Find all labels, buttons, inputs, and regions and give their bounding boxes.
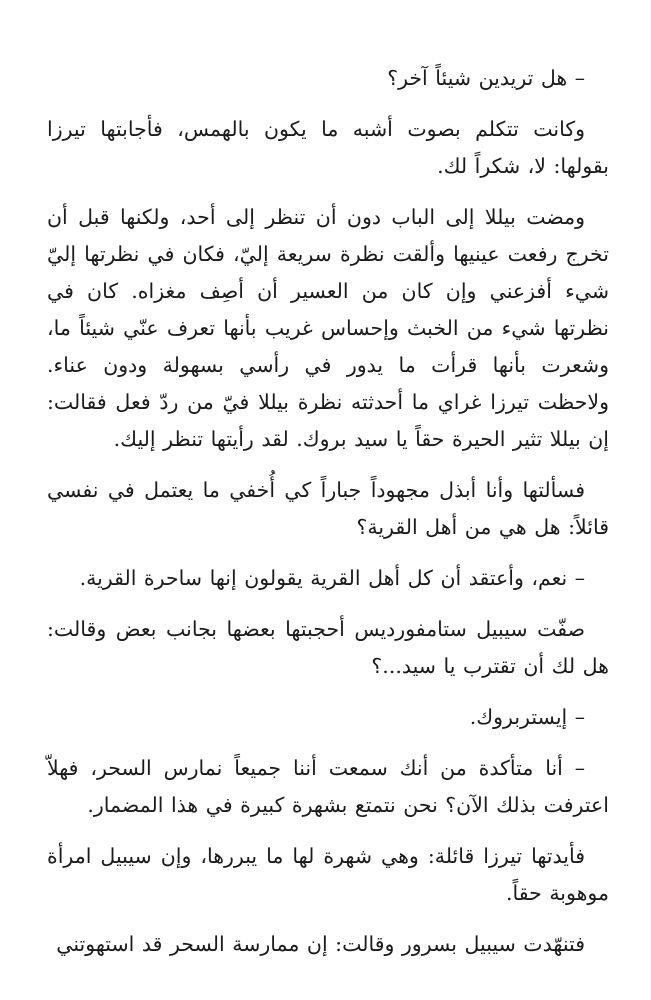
paragraph-6: صفّت سيبيل ستامفورديس أحجبتها بعضها بجانب بعض وقالت: هل لك أن تقترب يا سيد...؟ [47,617,609,678]
paragraph-9: فأيدتها تيرزا قائلة: وهي شهرة لها ما يبررها، وإن سيبيل امرأة موهوبة حقاً. [47,844,609,905]
paragraph-4: فسألتها وأنا أبذل مجهوداً جباراً كي أُخفي ما يعتمل في نفسي قائلاً: هل هي من أهل القرية؟ [47,478,609,539]
paragraph-7: – إيستربروك. [469,705,585,729]
paragraph-8: – أنا متأكدة من أنك سمعت أننا جميعاً نمارس السحر، فهلاّ اعترفت بذلك الآن؟ نحن نتمتع بشهرة كبيرة في هذا المضمار. [47,756,609,817]
paragraph-5: – نعم، وأعتقد أن كل أهل القرية يقولون إنها ساحرة القرية. [79,566,585,590]
book-page [47,60,609,963]
paragraph-2: وكانت تتكلم بصوت أشبه ما يكون بالهمس، فأجابتها تيرزا بقولها: لا، شكراً لك. [47,117,609,178]
paragraph-10: فتنهّدت سيبيل بسرور وقالت: إن ممارسة السحر قد استهوتني [56,932,585,956]
paragraph-1: – هل تريدين شيئاً آخر؟ [387,66,585,90]
paragraph-3: ومضت بيللا إلى الباب دون أن تنظر إلى أحد، ولكنها قبل أن تخرج رفعت عينيها وألقت نظرة سريعة إليّ، فكان في نظرتها إليّ شيء أفزعني وإن كان من العسير أن أصِف مغزاه. كان في نظرتها شيء من الخبث وإحساس غريب بأنها تعرف عنّي شيئاً ما، وشعرت بأنها قرأت ما يدور في رأسي بسهولة ودون عناء. ولاحظت تيرزا غراي ما أحدثته نظرة بيللا فيّ من ردّ فعل فقالت: إن بيللا تثير الحيرة حقاً يا سيد بروك. لقد رأيتها تنظر إليك. [47,205,609,451]
